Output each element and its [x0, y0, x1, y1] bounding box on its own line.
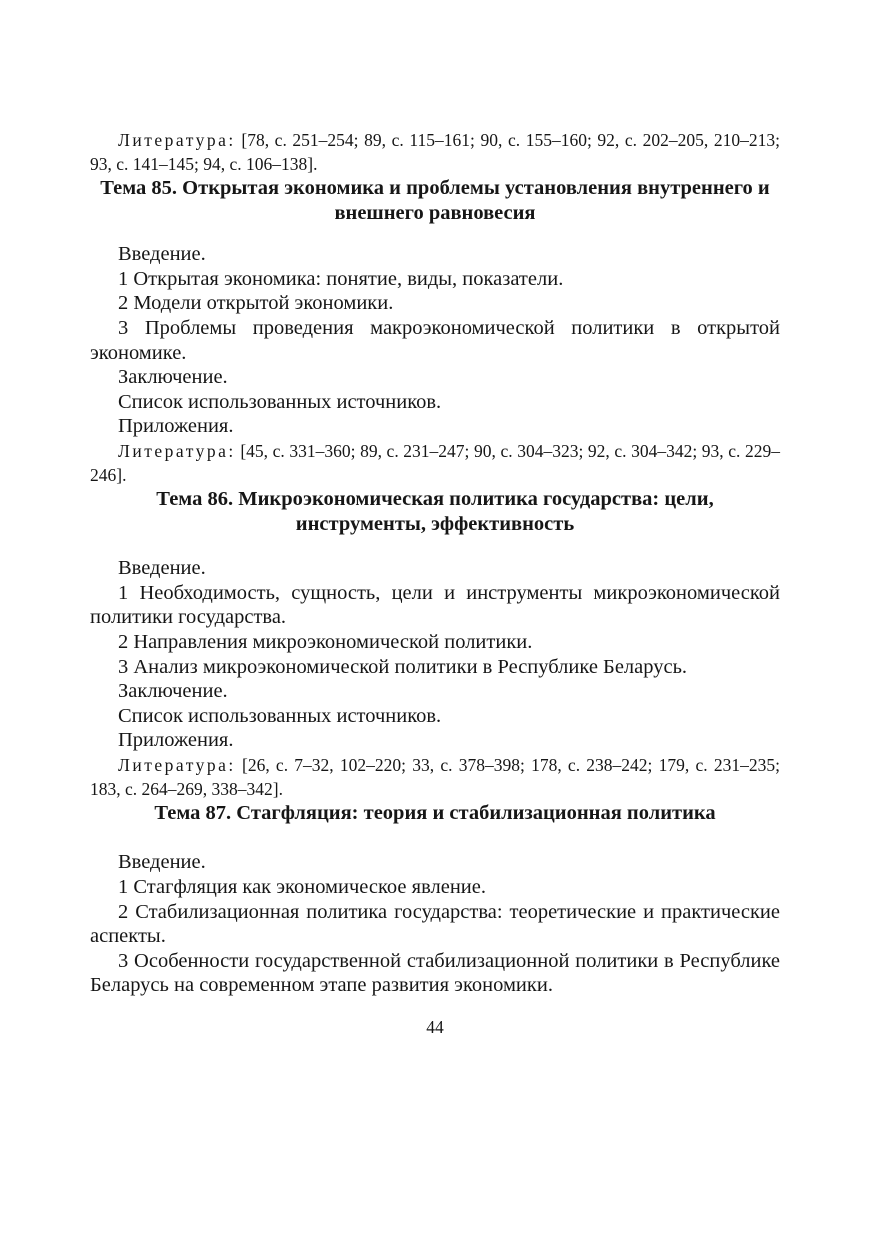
topic-section-86 [90, 487, 780, 753]
outline-item: 1 Стагфляция как экономическое явление. [118, 876, 486, 899]
literature-label: Литература: [118, 130, 236, 150]
outline-item: 1 Открытая экономика: понятие, виды, показатели. [118, 267, 564, 290]
outline-item: 2 Стабилизационная политика государства: теоретические и практические аспекты. [90, 900, 780, 948]
topic-outline-87 [90, 850, 780, 998]
topic-outline-86 [90, 556, 780, 753]
literature-label: Литература: [118, 440, 236, 461]
page-number: 44 [426, 1017, 444, 1038]
outline-item: Заключение. [118, 680, 228, 703]
literature-refs: [45, с. 331–360; 89, с. 231–247; 90, с. 304–323; 92, с. 304–342; 93, с. 229–246]. [90, 440, 780, 485]
outline-item: 3 Проблемы проведения макроэкономической политики в открытой экономике. [90, 316, 780, 364]
literature-refs: [26, с. 7–32, 102–220; 33, с. 378–398; 178, с. 238–242; 179, с. 231–235; 183, с. 264–269, 338–342]. [90, 754, 780, 799]
outline-item: 3 Особенности государственной стабилизационной политики в Республике Беларусь на современном этапе развития экономики. [90, 949, 780, 997]
outline-item: 2 Модели открытой экономики. [118, 292, 394, 315]
outline-item: Приложения. [118, 415, 234, 438]
topic-title-86: Тема 86. Микроэкономическая политика государства: цели, инструменты, эффективность [156, 487, 714, 535]
outline-item: Список использованных источников. [118, 704, 442, 727]
literature-refs: [78, с. 251–254; 89, с. 115–161; 90, с. 155–160; 92, с. 202–205, 210–213; 93, с. 141–145; 94, с. 106–138]. [90, 130, 780, 174]
literature-paragraph-2 [90, 439, 780, 487]
outline-item: 1 Необходимость, сущность, цели и инструменты микроэкономической политики государства. [90, 581, 780, 629]
outline-item: Приложения. [118, 729, 234, 752]
literature-label: Литература: [118, 754, 236, 775]
topic-title-85: Тема 85. Открытая экономика и проблемы установления внутреннего и внешнего равновесия [100, 177, 770, 224]
outline-item: Список использованных источников. [118, 390, 442, 413]
topic-section-85 [90, 176, 780, 439]
outline-item: Введение. [118, 851, 206, 874]
outline-item: Введение. [118, 243, 206, 266]
outline-item: Заключение. [118, 366, 228, 389]
topic-title-87: Тема 87. Стагфляция: теория и стабилизационная политика [154, 801, 716, 824]
outline-item: 2 Направления микроэкономической политики. [118, 630, 533, 653]
outline-item: 3 Анализ микроэкономической политики в Республике Беларусь. [118, 655, 688, 678]
topic-section-87 [90, 801, 780, 998]
outline-item: Введение. [118, 557, 206, 580]
literature-paragraph-1 [90, 128, 780, 176]
literature-paragraph-3 [90, 753, 780, 801]
topic-outline-85 [90, 242, 780, 439]
